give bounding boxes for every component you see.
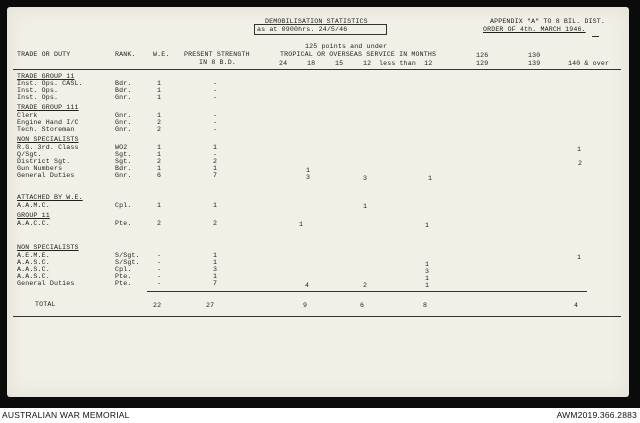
row-strength: 7	[213, 172, 218, 179]
row-trade: Q/Sgt.	[17, 151, 42, 158]
totals-rule	[147, 291, 587, 292]
totals-strength: 27	[206, 302, 215, 309]
row-strength: -	[213, 126, 218, 133]
row-strength: 1	[213, 252, 218, 259]
totals-c12: 6	[360, 302, 365, 309]
row-rank: Gnr.	[115, 119, 132, 126]
row-trade: Inst. Ops.	[17, 87, 59, 94]
row-we: 1	[157, 144, 162, 151]
section-title: ATTACHED BY W.E.	[17, 194, 83, 201]
col-140: 140 & over	[568, 60, 610, 67]
tick-mark	[592, 36, 599, 37]
col-129: 129	[476, 60, 489, 67]
row-strength: 3	[213, 266, 218, 273]
row-we: -	[157, 252, 162, 259]
footer-catalogue-id: AWM2019.366.2883	[556, 410, 637, 420]
row-c140: 1	[577, 146, 582, 153]
row-trade: A.E.M.E.	[17, 252, 50, 259]
row-strength: 2	[213, 158, 218, 165]
col-15: 15	[335, 60, 344, 67]
row-we: 1	[157, 202, 162, 209]
row-we: 6	[157, 172, 162, 179]
totals-we: 22	[153, 302, 162, 309]
row-c140: 2	[578, 160, 583, 167]
totals-less12: 8	[423, 302, 428, 309]
row-strength: -	[213, 87, 218, 94]
row-rank: Pte.	[115, 273, 132, 280]
row-rank: Cpl.	[115, 202, 132, 209]
row-trade: A.A.S.C.	[17, 266, 50, 273]
row-rank: Pte.	[115, 220, 132, 227]
row-trade: A.A.C.C.	[17, 220, 50, 227]
row-less12: 1	[425, 282, 430, 289]
row-we: 2	[157, 220, 162, 227]
row-strength: 1	[213, 202, 218, 209]
row-we: 2	[157, 119, 162, 126]
section-title: TRADE GROUP 11	[17, 73, 75, 80]
appendix-line1: APPENDIX "A" TO 8 BIL. DIST.	[490, 18, 605, 25]
row-strength: -	[213, 112, 218, 119]
section-title: NON SPECIALISTS	[17, 136, 79, 143]
row-less12: 1	[425, 261, 430, 268]
row-rank: Bdr.	[115, 80, 132, 87]
col-strength: PRESENT STRENGTH	[184, 51, 250, 58]
row-rank: S/Sgt.	[115, 252, 140, 259]
row-we: 1	[157, 112, 162, 119]
row-trade: Clerk	[17, 112, 38, 119]
row-we: 2	[157, 158, 162, 165]
col-12: 12	[363, 60, 372, 67]
row-trade: A.A.S.C.	[17, 259, 50, 266]
col-rank: RANK.	[115, 51, 136, 58]
row-strength: 1	[213, 144, 218, 151]
footer-credit: AUSTRALIAN WAR MEMORIAL	[2, 410, 130, 420]
header-rule	[13, 69, 621, 70]
row-rank: Sgt.	[115, 158, 132, 165]
document-sheet	[7, 7, 629, 397]
row-trade: Inst. Ops.	[17, 94, 59, 101]
row-rank: Gnr.	[115, 172, 132, 179]
row-trade: Tech. Storeman	[17, 126, 75, 133]
doc-title: DEMOBILISATION STATISTICS	[265, 18, 368, 25]
row-strength: 7	[213, 280, 218, 287]
row-strength: 1	[213, 165, 218, 172]
col-130: 130	[528, 52, 541, 59]
row-we: 1	[157, 165, 162, 172]
row-strength: -	[213, 94, 218, 101]
col-18: 18	[307, 60, 316, 67]
row-we: -	[157, 273, 162, 280]
row-we: -	[157, 259, 162, 266]
row-strength: -	[213, 80, 218, 87]
row-trade: A.A.S.C.	[17, 273, 50, 280]
section-title: GROUP 11	[17, 212, 50, 219]
row-trade: District Sgt.	[17, 158, 71, 165]
section-title: NON SPECIALISTS	[17, 244, 79, 251]
row-trade: Inst. Ops. CASL.	[17, 80, 83, 87]
row-strength: 2	[213, 220, 218, 227]
row-rank: Bdr.	[115, 165, 132, 172]
doc-date: as at 0900hrs. 24/5/46	[257, 26, 348, 33]
row-strength: -	[213, 151, 218, 158]
section-title: TRADE GROUP 111	[17, 104, 79, 111]
row-strength: 1	[213, 273, 218, 280]
row-rank: Gnr.	[115, 112, 132, 119]
totals-label: TOTAL	[35, 301, 56, 308]
row-c140: 1	[577, 254, 582, 261]
col-24: 24	[279, 60, 288, 67]
row-we: 1	[157, 87, 162, 94]
row-rank: Gnr.	[115, 126, 132, 133]
row-we: 1	[157, 151, 162, 158]
row-less12: 1	[425, 275, 430, 282]
row-trade: General Duties	[17, 172, 75, 179]
row-rank: Bdr.	[115, 87, 132, 94]
row-c24: 1	[299, 221, 304, 228]
row-strength: -	[213, 119, 218, 126]
col-126: 126	[476, 52, 489, 59]
col-139: 139	[528, 60, 541, 67]
row-we: 1	[157, 94, 162, 101]
row-c24: 4	[305, 282, 310, 289]
col-trade: TRADE OR DUTY	[17, 51, 71, 58]
row-trade: A.A.M.C.	[17, 202, 50, 209]
row-we: -	[157, 280, 162, 287]
row-trade: Engine Hand I/C	[17, 119, 79, 126]
bottom-rule	[13, 316, 621, 317]
row-less12: 1	[425, 222, 430, 229]
totals-c140: 4	[574, 302, 579, 309]
row-c24: 1	[306, 167, 311, 174]
row-c12: 3	[363, 175, 368, 182]
row-c24: 3	[306, 174, 311, 181]
col-group-header: 125 points and under	[305, 43, 388, 50]
row-we: 2	[157, 126, 162, 133]
row-less12: 1	[428, 175, 433, 182]
row-rank: S/Sgt.	[115, 259, 140, 266]
col-strength-2: IN 8 B.D.	[199, 59, 236, 66]
row-we: 1	[157, 80, 162, 87]
row-less12: 3	[425, 268, 430, 275]
row-trade: Gun Numbers	[17, 165, 63, 172]
row-c12: 1	[363, 203, 368, 210]
col-tropical: TROPICAL OR OVERSEAS SERVICE IN MONTHS	[280, 51, 437, 58]
totals-c24: 9	[303, 302, 308, 309]
row-rank: Cpl.	[115, 266, 132, 273]
row-strength: 1	[213, 259, 218, 266]
row-rank: Gnr.	[115, 94, 132, 101]
col-we: W.E.	[153, 51, 170, 58]
row-trade: R.G. 3rd. Class	[17, 144, 79, 151]
col-less12: less than 12	[379, 60, 433, 67]
row-trade: General Duties	[17, 280, 75, 287]
row-rank: WO2	[115, 144, 128, 151]
appendix-line2: ORDER OF 4th. MARCH 1946.	[483, 26, 586, 33]
row-rank: Pte.	[115, 280, 132, 287]
row-we: -	[157, 266, 162, 273]
row-rank: Sgt.	[115, 151, 132, 158]
row-c12: 2	[363, 282, 368, 289]
